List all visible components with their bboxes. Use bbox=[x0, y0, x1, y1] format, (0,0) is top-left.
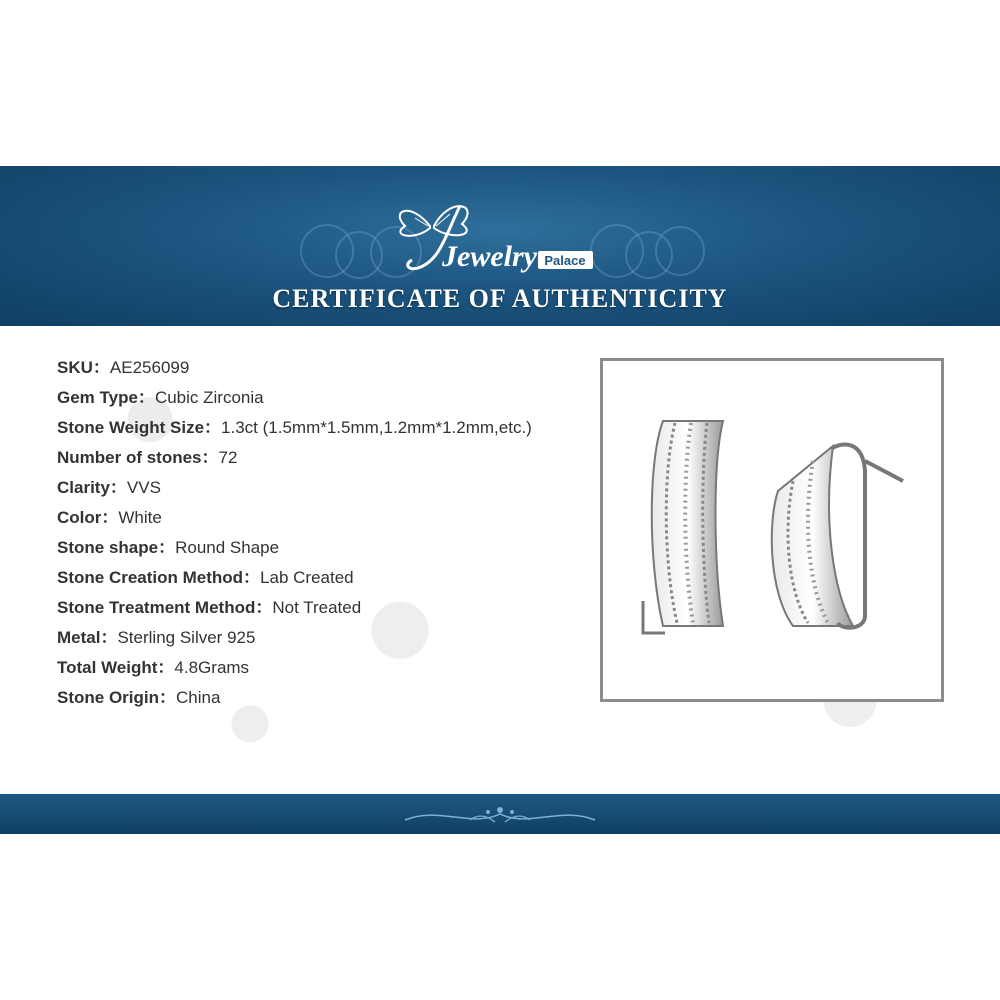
brand-logo bbox=[0, 196, 1000, 281]
spec-label: Metal： bbox=[57, 628, 118, 647]
spec-row bbox=[57, 623, 532, 653]
spec-list bbox=[57, 353, 532, 713]
spec-value: 4.8Grams bbox=[174, 658, 250, 677]
logo-badge: Palace bbox=[544, 253, 586, 268]
spec-value: 1.3ct (1.5mm*1.5mm,1.2mm*1.2mm,etc.) bbox=[221, 418, 532, 437]
spec-value: VVS bbox=[126, 478, 161, 497]
spec-value: Sterling Silver 925 bbox=[117, 628, 256, 647]
butterfly-logo-icon bbox=[390, 196, 610, 276]
spec-value: Not Treated bbox=[272, 598, 362, 617]
spec-value: China bbox=[176, 688, 221, 707]
spec-label: Stone Treatment Method： bbox=[57, 598, 273, 617]
spec-label: Total Weight： bbox=[57, 658, 175, 677]
spec-row bbox=[57, 413, 532, 443]
spec-row bbox=[57, 443, 532, 473]
certificate-footer bbox=[0, 794, 1000, 834]
spec-value: Round Shape bbox=[175, 538, 280, 557]
spec-row bbox=[57, 383, 532, 413]
certificate-body bbox=[0, 326, 1000, 794]
spec-row bbox=[57, 563, 532, 593]
spec-row bbox=[57, 593, 532, 623]
spec-label: Stone shape： bbox=[57, 538, 176, 557]
spec-label: SKU： bbox=[57, 358, 110, 377]
spec-row bbox=[57, 353, 532, 383]
spec-value: 72 bbox=[218, 448, 238, 467]
spec-row bbox=[57, 503, 532, 533]
logo-text: Jewelry bbox=[442, 240, 537, 273]
spec-row bbox=[57, 683, 532, 713]
spec-label: Gem Type： bbox=[57, 388, 155, 407]
spec-label: Number of stones： bbox=[57, 448, 219, 467]
spec-value: White bbox=[118, 508, 162, 527]
spec-row bbox=[57, 653, 532, 683]
certificate-title: CERTIFICATE OF AUTHENTICITY bbox=[272, 284, 728, 313]
spec-value: AE256099 bbox=[109, 358, 190, 377]
spec-label: Clarity： bbox=[57, 478, 127, 497]
spec-label: Stone Creation Method： bbox=[57, 568, 261, 587]
spec-label: Stone Origin： bbox=[57, 688, 176, 707]
spec-row bbox=[57, 533, 532, 563]
spec-value: Lab Created bbox=[260, 568, 354, 587]
earrings-icon bbox=[603, 361, 941, 699]
spec-label: Color： bbox=[57, 508, 119, 527]
spec-row bbox=[57, 473, 532, 503]
spec-label: Stone Weight Size： bbox=[57, 418, 222, 437]
certificate-header bbox=[0, 166, 1000, 326]
scroll-ornament-icon bbox=[400, 798, 600, 830]
product-photo-frame bbox=[600, 358, 944, 702]
spec-value: Cubic Zirconia bbox=[154, 388, 264, 407]
